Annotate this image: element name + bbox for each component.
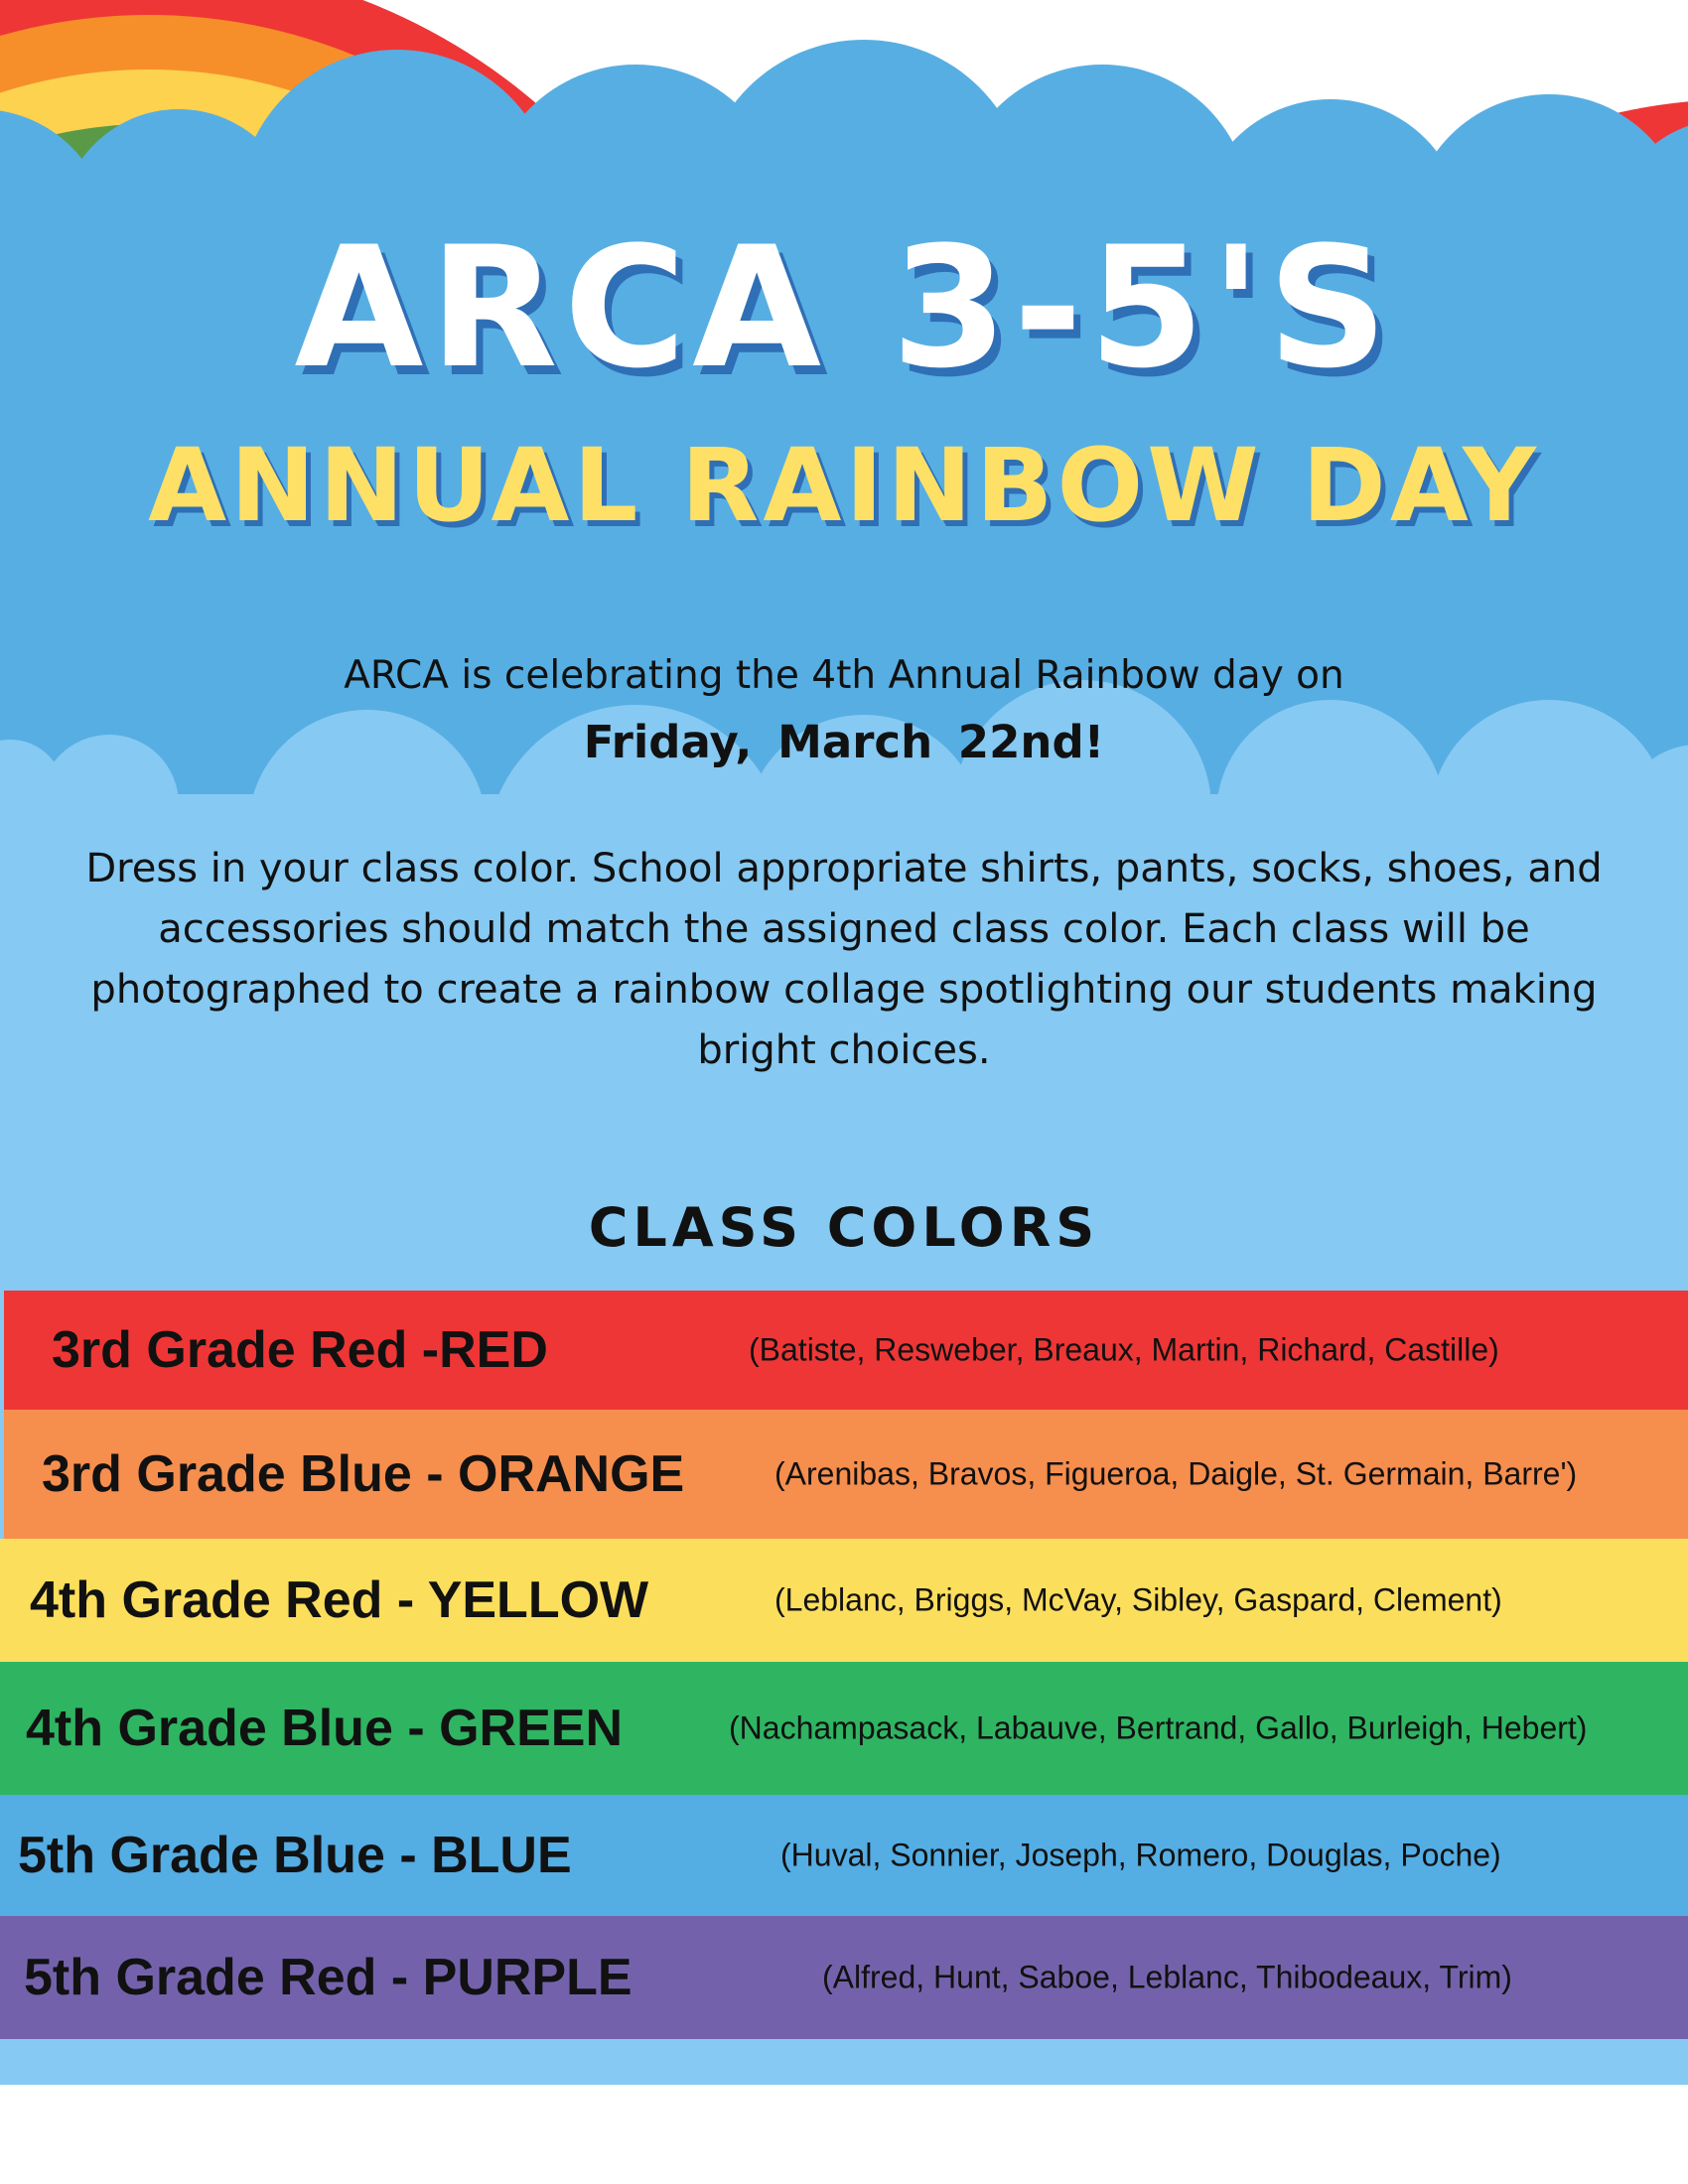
event-date: Friday, March 22nd! [583, 716, 1105, 768]
class-colors-heading: CLASS COLORS [588, 1196, 1100, 1259]
intro-text: ARCA is celebrating the 4th Annual Rainbow day on [344, 653, 1344, 698]
class-band-4th-red [0, 1539, 1688, 1662]
class-grade-label: 4th Grade Blue - GREEN [26, 1700, 623, 1757]
class-teachers: (Arenibas, Bravos, Figueroa, Daigle, St. Germain, Barre') [774, 1455, 1578, 1492]
page-title: ARCA 3-5'S [294, 210, 1394, 405]
class-band-4th-blue [0, 1662, 1688, 1795]
class-grade-label: 5th Grade Red - PURPLE [24, 1949, 633, 2006]
class-grade-label: 5th Grade Blue - BLUE [18, 1827, 572, 1884]
class-teachers: (Huval, Sonnier, Joseph, Romero, Douglas, Poche) [780, 1837, 1501, 1873]
class-grade-label: 4th Grade Red - YELLOW [30, 1571, 649, 1629]
class-band-5th-red [0, 1916, 1688, 2039]
class-grade-label: 3rd Grade Red -RED [52, 1321, 548, 1379]
page-subtitle: ANNUAL RAINBOW DAY [148, 427, 1540, 545]
class-band-3rd-blue [4, 1410, 1688, 1539]
class-band-3rd-red [4, 1291, 1688, 1410]
class-teachers: (Nachampasack, Labauve, Bertrand, Gallo, Burleigh, Hebert) [729, 1709, 1588, 1746]
class-teachers: (Batiste, Resweber, Breaux, Martin, Richard, Castille) [749, 1331, 1499, 1368]
class-grade-label: 3rd Grade Blue - ORANGE [42, 1445, 685, 1503]
class-teachers: (Alfred, Hunt, Saboe, Leblanc, Thibodeaux, Trim) [822, 1959, 1512, 1995]
description-text: Dress in your class color. School appropriate shirts, pants, socks, shoes, and accessories should match the assigned class color. Each class will be photographed to create a rainbow collage spotlighting our students making bright choices. [85, 846, 1603, 1073]
class-teachers: (Leblanc, Briggs, McVay, Sibley, Gaspard, Clement) [774, 1581, 1502, 1618]
class-band-5th-blue [0, 1795, 1688, 1916]
